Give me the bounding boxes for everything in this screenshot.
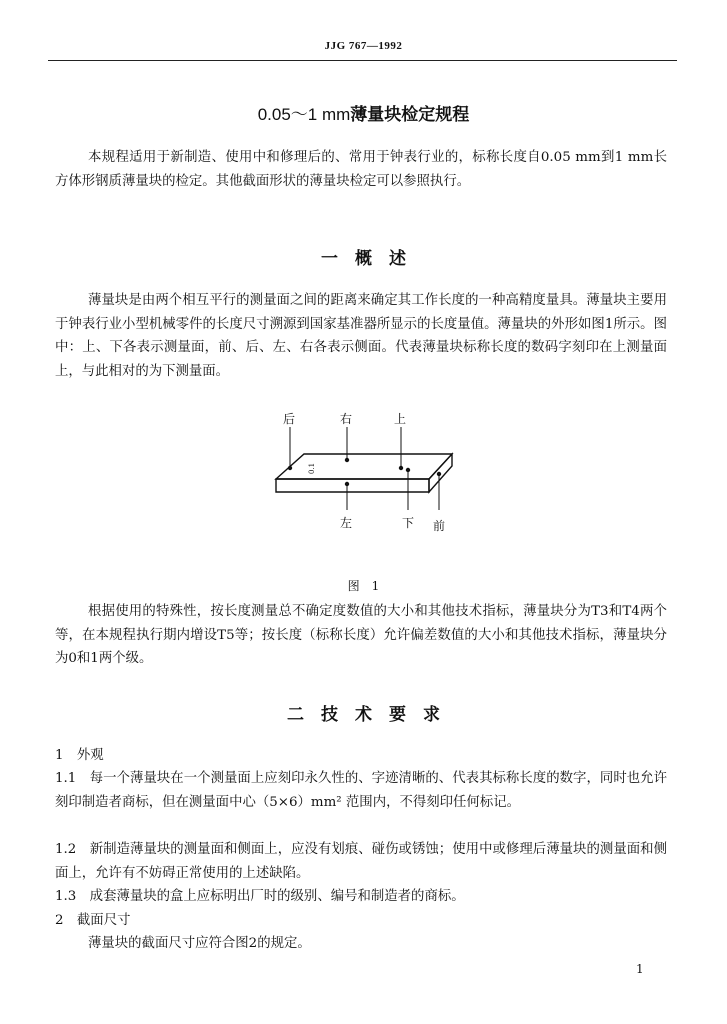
item-1-appearance: 1 外观: [55, 748, 104, 763]
label-top: 上: [394, 412, 407, 426]
figure-1-caption: 图 1: [347, 579, 380, 593]
block-front-face: [276, 479, 429, 492]
title-number: 0.05～1 mm: [257, 105, 351, 124]
label-back: 后: [283, 412, 296, 426]
overview-paragraph-2: 根据使用的特殊性，按长度测量总不确定度数值的大小和其他技术指标，薄量块分为T3和T4两个等，在本规程执行期内增设T5等；按长度（标称长度）允许偏差数值的大小和其他技术指标，薄量块分为0和1两个级。: [55, 604, 667, 666]
point-front: [437, 472, 441, 476]
point-back: [288, 466, 292, 470]
engraved-number: 0.1: [308, 462, 316, 474]
overview-paragraph-1: 薄量块是由两个相互平行的测量面之间的距离来确定其工作长度的一种高精度量具。薄量块主要用于钟表行业小型机械零件的长度尺寸溯源到国家基准器所显示的长度量值。薄量块的外形如图1所示。图中：上、下各表示测量面，前、后、左、右各表示侧面。代表薄量块标称长度的数码字刻印在上测量面上，与此相对的为下测量面。: [55, 293, 667, 379]
page-title: [0, 100, 727, 125]
section-heading-technical: 二 技 术 要 求: [287, 705, 440, 725]
header-rule: [48, 60, 677, 61]
item-2-text: 薄量块的截面尺寸应符合图2的规定。: [88, 936, 311, 951]
page-number: 1: [636, 962, 644, 976]
item-2-section-size: 2 截面尺寸: [55, 913, 131, 928]
label-left: 左: [340, 516, 353, 530]
item-1-2: 1.2 新制造薄量块的测量面和侧面上，应没有划痕、碰伤或锈蚀；使用中或修理后薄量块的测量面和侧面上，允许有不妨碍正常使用的上述缺陷。: [55, 842, 667, 881]
block-top-face: [276, 454, 452, 479]
item-1-1: 1.1 每一个薄量块在一个测量面上应刻印永久性的、字迹清晰的、代表其标称长度的数字，同时也允许刻印制造者商标，但在测量面中心（5×6）mm² 范围内，不得刻印任何标记。: [55, 771, 667, 810]
label-front: 前: [433, 519, 446, 533]
intro-paragraph: 本规程适用于新制造、使用中和修理后的、常用于钟表行业的，标称长度自0.05 mm到1 mm长方体形钢质薄量块的检定。其他截面形状的薄量块检定可以参照执行。: [55, 150, 667, 189]
point-top: [399, 466, 403, 470]
title-text: 薄量块检定规程: [350, 105, 470, 125]
item-1-3: 1.3 成套薄量块的盒上应标明出厂时的级别、编号和制造者的商标。: [55, 889, 465, 904]
point-bottom: [406, 468, 410, 472]
section-heading-overview: 一 概 述: [321, 249, 406, 269]
figure-1-thin-gauge-block: [0, 410, 727, 570]
document-code: JJG 767—1992: [324, 40, 403, 52]
point-right: [345, 458, 349, 462]
label-bottom: 下: [402, 516, 415, 530]
point-left: [345, 482, 349, 486]
label-right: 右: [340, 412, 353, 426]
